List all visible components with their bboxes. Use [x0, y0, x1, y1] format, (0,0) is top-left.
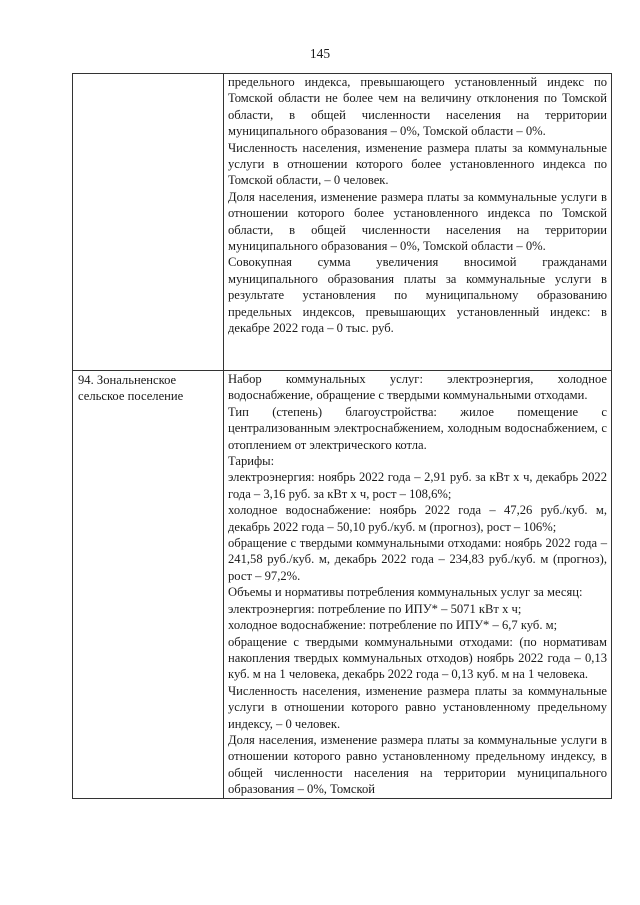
indicator-text: холодное водоснабжение: потребление по ИПУ* – 6,7 куб. м; [228, 618, 558, 633]
indicator-text: холодное водоснабжение: ноябрь 2022 года – 47,26 руб./куб. м, декабрь 2022 года – 50,10 руб./куб. м (прогноз), рост – 106%; [228, 503, 607, 534]
indicator-text: Объемы и нормативы потребления коммунальных услуг за месяц: [228, 585, 583, 600]
table-row [73, 371, 612, 799]
indicator-paragraph [224, 371, 611, 798]
indicator-text: обращение с твердыми коммунальными отходами: (по нормативам накопления твердых коммунальных отходов) ноябрь 2022 года – 0,13 куб. м на 1 человека, декабрь 2022 года – 0,13 куб. м на 1 человека. [228, 634, 607, 682]
indicator-text: Совокупная сумма увеличения вносимой гражданами муниципального образования платы за коммунальные услуги в результате установления по муниципальному образованию предельных индексов, превышающих установленный индекс: в декабре 2022 года – 0 тыс. руб. [228, 255, 607, 336]
indicators-cell [224, 74, 612, 371]
indicator-text: предельного индекса, превышающего установленный индекс по Томской области не более чем на величину отклонения по Томской области, в общей численности населения на территории муниципального образования – 0%, Томской области – 0%. [228, 75, 607, 139]
indicator-text: электроэнергия: потребление по ИПУ* – 5071 кВт х ч; [228, 601, 522, 616]
municipality-name [73, 74, 223, 75]
page-number: 145 [309, 46, 331, 61]
indicator-text: Доля населения, изменение размера платы за коммунальные услуги в отношении которого более установленного индекса по Томской области, в общей численности населения на территории муниципального образования – 0%, Томской области – 0%. [228, 189, 607, 254]
indicator-text: обращение с твердыми коммунальными отходами: ноябрь 2022 года – 241,58 руб./куб. м, декабрь 2022 года – 234,83 руб./куб. м (прогноз), рост – 97,2%. [228, 536, 607, 583]
indicator-text: Численность населения, изменение размера платы за коммунальные услуги в отношении которого более установленного индекса по Томской области, – 0 человек. [228, 140, 607, 188]
indicator-text: Тип (степень) благоустройства: жилое помещение с централизованным электроснабжением, холодным водоснабжением, с отоплением от электрического котла. [228, 404, 607, 452]
indicator-text: Доля населения, изменение размера платы за коммунальные услуги в отношении которого равно установленному предельному индексу, в общей численности населения на территории муниципального образования – 0%, Томской [228, 732, 607, 797]
municipality-name: 94. Зональненское сельское поселение [78, 373, 184, 404]
table-row [73, 74, 612, 371]
indicator-text: Набор коммунальных услуг: электроэнергия, холодное водоснабжение, обращение с твердыми коммунальными отходами. [228, 372, 607, 403]
indicators-cell [224, 371, 612, 799]
indicator-text: Тарифы: [228, 454, 275, 469]
data-table [72, 73, 612, 799]
municipality-cell [73, 74, 224, 371]
municipality-cell [73, 371, 224, 799]
indicator-text: Численность населения, изменение размера платы за коммунальные услуги в отношении которого равно установленному предельному индексу, – 0 человек. [228, 683, 607, 731]
indicator-paragraph [224, 74, 611, 337]
indicator-text: электроэнергия: ноябрь 2022 года – 2,91 руб. за кВт х ч, декабрь 2022 года – 3,16 руб. за кВт х ч, рост – 108,6%; [228, 470, 607, 501]
